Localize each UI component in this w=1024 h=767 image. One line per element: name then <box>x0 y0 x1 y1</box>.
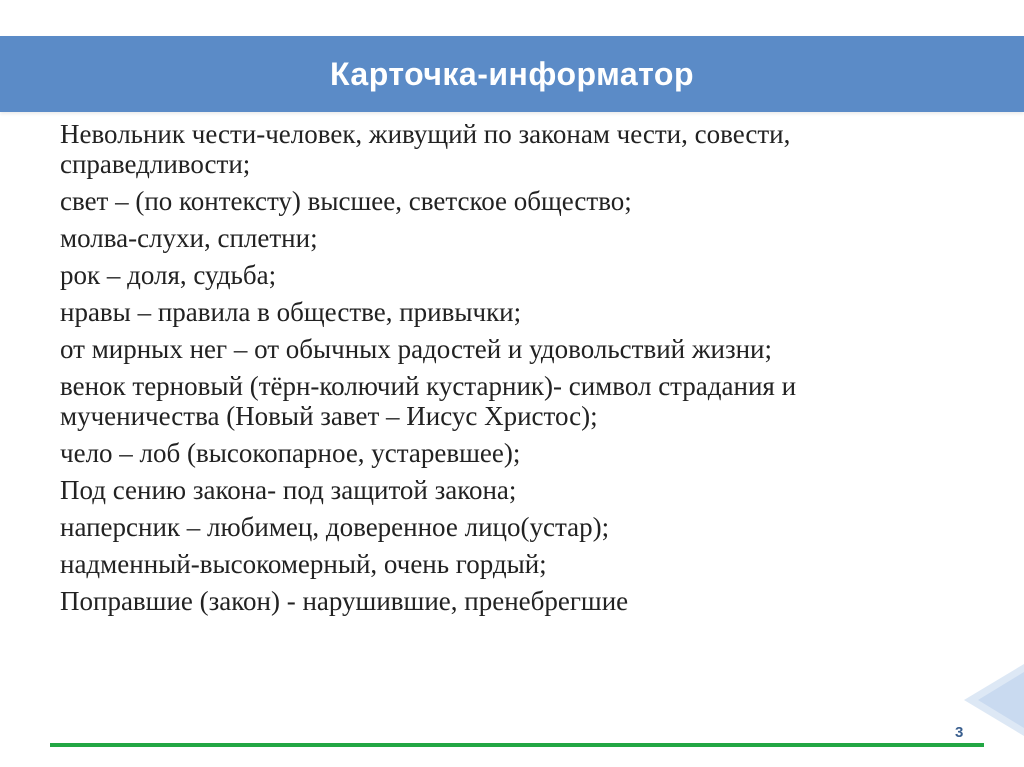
definition-line: Под сению закона- под защитой закона; <box>60 475 517 505</box>
definition-line: нравы – правила в обществе, привычки; <box>60 297 522 327</box>
definition-line: Невольник чести-человек, живущий по законам чести, совести, справедливости; <box>60 119 791 179</box>
definition-line: венок терновый (тёрн-колючий кустарник)- символ страдания и мученичества (Новый завет – Иисус Христос); <box>60 371 797 431</box>
footer-divider <box>50 743 984 747</box>
slide-content <box>60 119 960 623</box>
title-bar <box>0 36 1024 112</box>
page-corner-decoration <box>964 664 1024 736</box>
definition-line: от мирных нег – от обычных радостей и удовольствий жизни; <box>60 334 773 364</box>
definition-line: рок – доля, судьба; <box>60 260 277 290</box>
definition-line: свет – (по контексту) высшее, светское общество; <box>60 186 632 216</box>
definition-line: наперсник – любимец, доверенное лицо(устар); <box>60 512 610 542</box>
definition-line: молва-слухи, сплетни; <box>60 223 318 253</box>
slide-title: Карточка-информатор <box>329 55 695 92</box>
definition-line: надменный-высокомерный, очень гордый; <box>60 549 547 579</box>
definition-line: Поправшие (закон) - нарушившие, пренебрегшие <box>60 586 629 616</box>
page-number: 3 <box>955 724 964 741</box>
definition-line: чело – лоб (высокопарное, устаревшее); <box>60 438 521 468</box>
